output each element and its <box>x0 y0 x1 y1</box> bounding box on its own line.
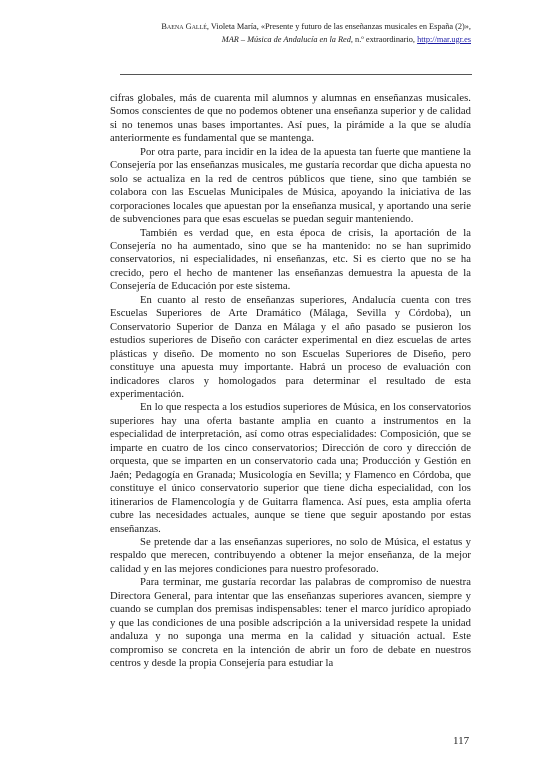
paragraph: Para terminar, me gustaría recordar las palabras de compromiso de nuestra Directora General, para intentar que las enseñanzas superiores avancen, siempre y cuando se cumplan dos premisas indispensables: tener el marco jurídico apropiado y que las condiciones de una posible adscripción a la universidad respete la unidad andaluza y no suponga una merma en la calidad y situación actual. Este compromiso se concreta en la intención de abrir un foro de debate en nuestros centros y desde la propia Consejería para estudiar la <box>110 577 471 670</box>
header-journal-title: MAR – Música de Andalucía en la Red <box>221 35 351 44</box>
header-citation-text: , Violeta María, «Presente y futuro de las enseñanzas musicales en España (2)», <box>206 22 471 31</box>
header-issue: , n.º extraordinario, <box>350 35 418 44</box>
header-citation-line <box>71 20 471 33</box>
body-text <box>110 92 471 670</box>
paragraph: En cuanto al resto de enseñanzas superiores, Andalucía cuenta con tres Escuelas Superiores de Arte Dramático (Málaga, Sevilla y Córdoba), un Conservatorio Superior de Danza en Málaga y el año pasado se pusieron los estudios superiores de Diseño con carácter experimental en diez escuelas de artes plásticas y diseño. De momento no son Escuelas Superiores de Diseño, pero constituye una apuesta muy importante. Habrá un proceso de evaluación con indicadores claros y homologados para determinar el resultado de esta experimentación. <box>110 294 471 400</box>
paragraph: También es verdad que, en esta época de crisis, la aportación de la Consejería no ha aumentado, sino que se ha mantenido: no se han suprimido conservatorios, ni especialidades, ni enseñanzas, etc. Si es cierto que no se ha crecido, pero el hecho de mantener las enseñanzas demuestra la apuesta de la Consejería de Educación por este sistema. <box>110 227 471 293</box>
header-journal-line <box>71 33 471 46</box>
page-number: 117 <box>453 735 470 747</box>
header-url-link[interactable]: http://mar.ugr.es <box>417 35 471 44</box>
running-header <box>71 20 471 46</box>
header-author: Baena Gallé <box>161 22 207 31</box>
paragraph: Se pretende dar a las enseñanzas superiores, no solo de Música, el estatus y respaldo que merecen, contribuyendo a obtener la mejor enseñanza, de la mejor calidad y en las mejores condiciones para nuestro profesorado. <box>110 536 471 575</box>
paragraph: Por otra parte, para incidir en la idea de la apuesta tan fuerte que mantiene la Consejería por las enseñanzas musicales, me gustaría recordar que dicha apuesta no solo se actualiza en la red de centros públicos que tiene, sino que también se colabora con las Escuelas Municipales de Música, apoyando la iniciativa de las corporaciones locales que apuestan por la enseñanza musical, y aportando una serie de subvenciones para que esas escuelas se puedan seguir manteniendo. <box>110 146 471 226</box>
header-divider <box>120 74 472 75</box>
paragraph: En lo que respecta a los estudios superiores de Música, en los conservatorios superiores hay una oferta bastante amplia en cuanto a instrumentos en la especialidad de interpretación, así como otras especialidades: Composición, que se imparte en cuatro de los cinco conservatorios; Dirección de coro y dirección de orquesta, que se imparten en un conservatorio cada una; Producción y Gestión en Jaén; Pedagogía en Granada; Musicología en Sevilla; y Flamenco en Córdoba, que constituye el único conservatorio superior que tiene dicha especialidad, con los itinerarios de Flamencología y de Guitarra flamenca. Así pues, esta amplia oferta cubre las necesidades actuales, aunque se tiene que seguir apostando por estas enseñanzas. <box>110 402 471 535</box>
paragraph: cifras globales, más de cuarenta mil alumnos y alumnas en enseñanzas musicales. Somos conscientes de que no podemos obtener una enseñanza superior y de calidad si no tenemos unas bases importantes. Así pues, la pirámide a la que se aludía anteriormente es fundamental que se mantenga. <box>110 93 471 145</box>
